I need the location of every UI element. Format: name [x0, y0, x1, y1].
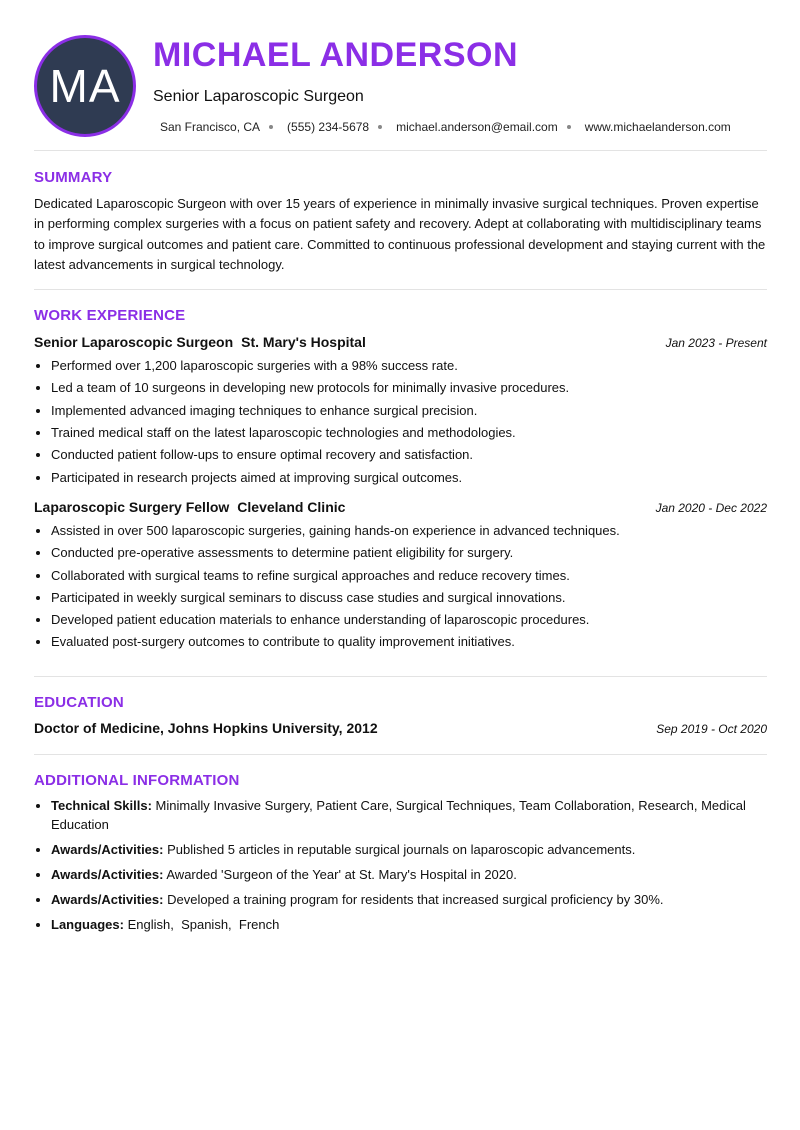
- education-date: Sep 2019 - Oct 2020: [656, 721, 767, 736]
- avatar-initials: MA: [49, 60, 121, 112]
- additional-list: [34, 796, 767, 934]
- list-item: • Collaborated with surgical teams to refine surgical approaches and reduce recovery times.: [51, 565, 767, 587]
- job-header: [34, 334, 767, 350]
- item-text: English, Spanish, French: [127, 916, 280, 932]
- education-section: [34, 677, 767, 755]
- list-item: • Participated in research projects aimed at improving surgical outcomes.: [51, 467, 767, 489]
- item-label: Awards/Activities:: [51, 841, 164, 857]
- job-organization: Cleveland Clinic: [237, 498, 346, 515]
- education-entry: [34, 720, 767, 736]
- separator-dot-icon: [269, 125, 273, 129]
- item-label: Languages:: [51, 916, 124, 932]
- job-bullets: [34, 355, 767, 489]
- item-text: Minimally Invasive Surgery, Patient Care, Surgical Techniques, Team Collaboration, Research, Medical Education: [51, 797, 746, 832]
- contact-location: San Francisco, CA: [160, 120, 261, 134]
- list-item: • Trained medical staff on the latest laparoscopic technologies and methodologies.: [51, 422, 767, 444]
- list-item: • Performed over 1,200 laparoscopic surgeries with a 98% success rate.: [51, 355, 767, 377]
- education-heading: EDUCATION: [34, 693, 124, 711]
- item-label: Technical Skills:: [51, 797, 152, 813]
- work-experience-heading: WORK EXPERIENCE: [34, 307, 186, 325]
- item-label: Awards/Activities:: [51, 891, 164, 907]
- list-item: • Implemented advanced imaging techniques to enhance surgical precision.: [51, 400, 767, 422]
- list-item: [51, 865, 767, 884]
- additional-information-section: [34, 755, 767, 934]
- list-item: • Participated in weekly surgical seminars to discuss case studies and surgical innovations.: [51, 587, 767, 609]
- list-item: • Conducted patient follow-ups to ensure optimal recovery and satisfaction.: [51, 444, 767, 466]
- candidate-name: MICHAEL ANDERSON: [153, 36, 519, 74]
- summary-section: [34, 151, 767, 290]
- job-header: [34, 499, 767, 515]
- job-organization: St. Mary's Hospital: [241, 334, 366, 351]
- contact-bar: [160, 120, 731, 134]
- list-item: • Assisted in over 500 laparoscopic surgeries, gaining hands-on experience in advanced techniques.: [51, 520, 767, 542]
- list-item: • Conducted pre-operative assessments to determine patient eligibility for surgery.: [51, 542, 767, 564]
- list-item: • Evaluated post-surgery outcomes to contribute to quality improvement initiatives.: [51, 631, 767, 653]
- list-item: [51, 796, 767, 834]
- list-item: • Developed patient education materials to enhance understanding of laparoscopic procedures.: [51, 609, 767, 631]
- job-bullets: [34, 520, 767, 654]
- summary-text: Dedicated Laparoscopic Surgeon with over 15 years of experience in minimally invasive surgical techniques. Proven expertise in performing complex surgeries with a focus on patient safety and recovery. Adept at collaborating with multidisciplinary teams to improve surgical outcomes and patient care. Committed to continuous professional development and staying current with the latest advancements in surgical technology.: [34, 196, 766, 272]
- resume-header: [34, 0, 767, 151]
- item-text: Awarded 'Surgeon of the Year' at St. Mary's Hospital in 2020.: [166, 866, 517, 882]
- candidate-title: Senior Laparoscopic Surgeon: [153, 88, 364, 105]
- job-entry: [34, 334, 767, 489]
- summary-heading: SUMMARY: [34, 169, 113, 186]
- job-entry: [34, 499, 767, 654]
- item-text: Published 5 articles in reputable surgical journals on laparoscopic advancements.: [167, 841, 636, 857]
- job-date: Jan 2023 - Present: [665, 336, 767, 351]
- list-item: [51, 915, 767, 934]
- list-item: [51, 840, 767, 859]
- contact-website[interactable]: www.michaelanderson.com: [584, 120, 731, 134]
- contact-email[interactable]: michael.anderson@email.com: [396, 120, 558, 134]
- additional-information-heading: ADDITIONAL INFORMATION: [34, 771, 240, 789]
- separator-dot-icon: [567, 125, 571, 129]
- list-item: • Led a team of 10 surgeons in developing new protocols for minimally invasive procedures.: [51, 377, 767, 399]
- item-text: Developed a training program for residents that increased surgical proficiency by 30%.: [167, 891, 664, 907]
- job-role: Laparoscopic Surgery Fellow: [34, 498, 230, 515]
- job-role: Senior Laparoscopic Surgeon: [34, 334, 234, 351]
- list-item: [51, 890, 767, 909]
- contact-phone: (555) 234-5678: [287, 120, 370, 134]
- job-date: Jan 2020 - Dec 2022: [655, 500, 767, 515]
- item-label: Awards/Activities:: [51, 866, 164, 882]
- work-experience-section: [34, 290, 767, 677]
- education-degree: Doctor of Medicine, Johns Hopkins University, 2012: [34, 719, 378, 736]
- avatar: [34, 35, 136, 137]
- separator-dot-icon: [378, 125, 382, 129]
